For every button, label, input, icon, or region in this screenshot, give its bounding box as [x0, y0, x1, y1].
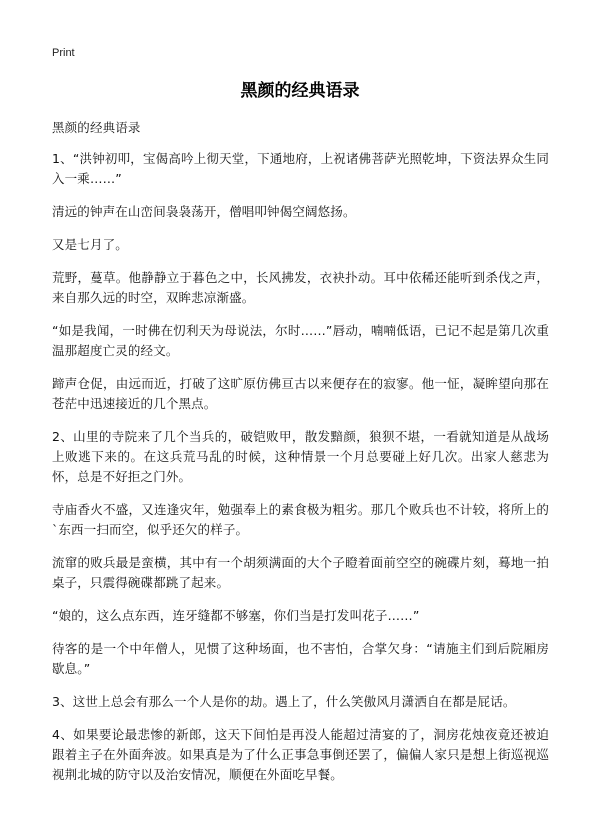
paragraph-1: 1、“洪钟初叩，宝偈高吟上彻天堂，下通地府，上祝诸佛菩萨光照乾坤，下资法界众生同入一乘……”	[52, 151, 549, 186]
document-title: 黑颜的经典语录	[240, 81, 360, 101]
paragraph-12: 3、这世上总会有那么一个人是你的劫。遇上了，什么笑傲风月潇洒自在都是屁话。	[52, 694, 516, 709]
paragraph-4: 荒野，蔓草。他静静立于暮色之中，长风拂发，衣袂扑动。耳中依稀还能听到杀伐之声，来自那久远的时空，双眸悲凉渐盛。	[52, 270, 549, 305]
paragraph-13: 4、如果要论最悲惨的新郎，这天下间怕是再没人能超过清宴的了，洞房花烛夜竟还被迫跟着主子在外面奔波。如果真是为了什么正事急事倒还罢了，偏偏人家只是想上街巡视巡视荆北城的防守以及治安情况，顺便在外面吃早餐。	[52, 727, 549, 782]
document-body	[52, 118, 549, 798]
paragraph-5: “如是我闻，一时佛在忉利天为母说法，尔时……”唇动，喃喃低语，已记不起是第几次重温那超度亡灵的经文。	[52, 323, 549, 358]
paragraph-9: 流窜的败兵最是蛮横，其中有一个胡须满面的大个子瞪着面前空空的碗碟片刻，蓦地一拍桌子，只震得碗碟都跳了起来。	[52, 555, 549, 590]
paragraph-10: “娘的，这么点东西，连牙缝都不够塞，你们当是打发叫花子……”	[52, 608, 420, 623]
paragraph-8: 寺庙香火不盛，又连逢灾年，勉强奉上的素食极为粗劣。那几个败兵也不计较，将所上的`东西一扫而空，似乎还欠的样子。	[52, 502, 549, 537]
paragraph-3: 又是七月了。	[52, 237, 128, 252]
paragraph-7: 2、山里的寺院来了几个当兵的，破铠败甲，散发黯颜，狼狈不堪，一看就知道是从战场上败逃下来的。在这兵荒马乱的时候，这种情景一个月总要碰上好几次。出家人慈悲为怀，总是不好拒之门外。	[52, 429, 549, 484]
paragraph-11: 待客的是一个中年僧人，见惯了这种场面，也不害怕，合掌欠身：“请施主们到后院厢房歇息。”	[52, 641, 549, 676]
paragraph-2: 清远的钟声在山峦间袅袅荡开，僧唱叩钟偈空阔悠扬。	[52, 204, 356, 219]
print-label: Print	[52, 47, 75, 59]
document-subtitle: 黑颜的经典语录	[52, 120, 141, 135]
paragraph-6: 蹄声仓促，由远而近，打破了这旷原仿佛亘古以来便存在的寂寥。他一怔，凝眸望向那在苍茫中迅速接近的几个黑点。	[52, 376, 549, 411]
